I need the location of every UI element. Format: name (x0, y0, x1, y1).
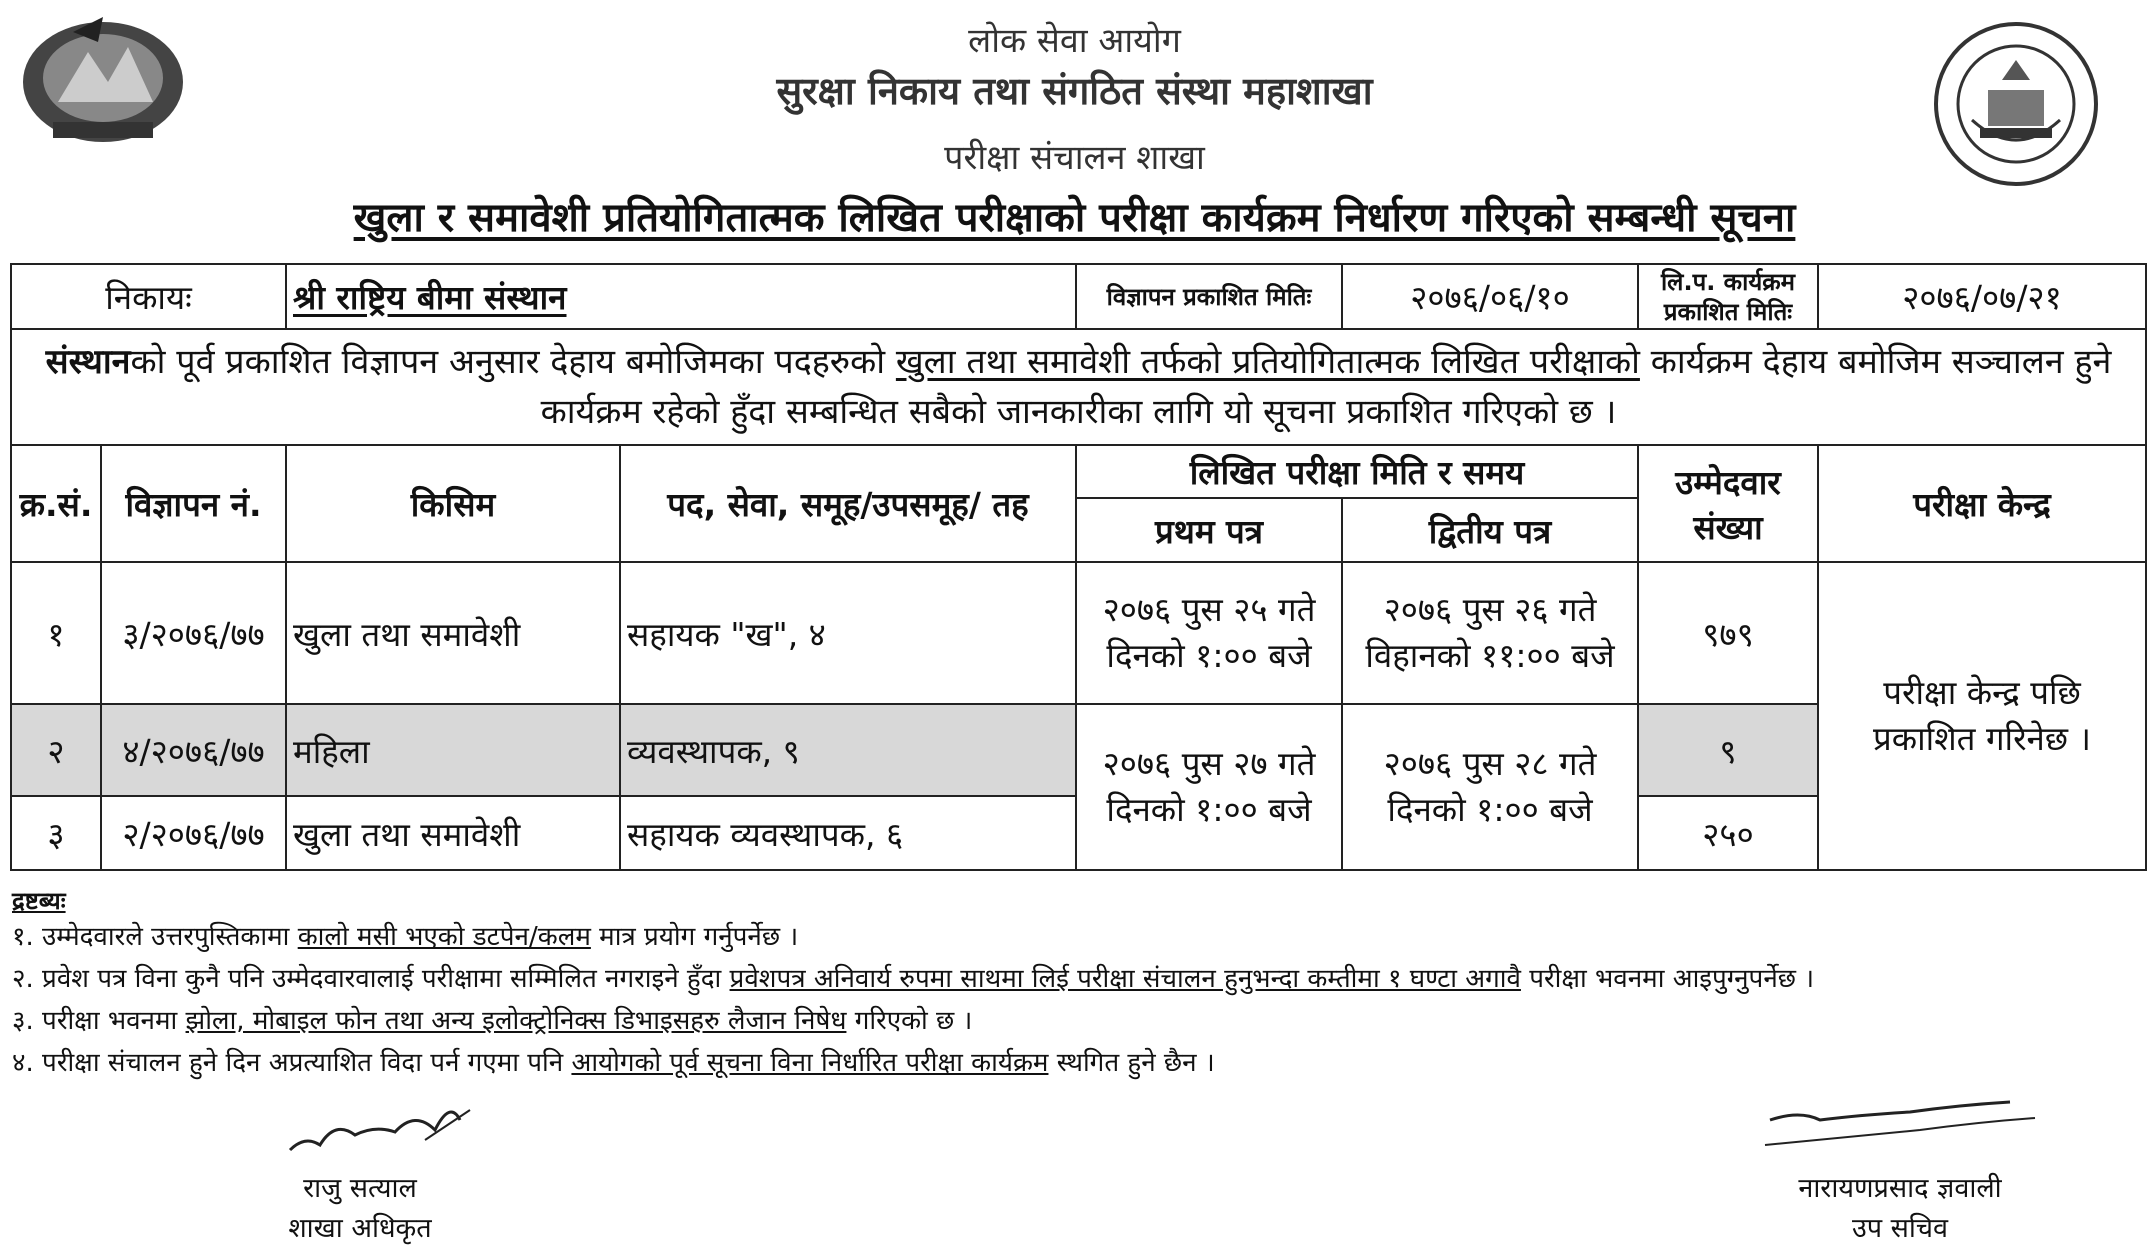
col-exam-datetime-header: लिखित परीक्षा मिति र समय (1076, 445, 1638, 498)
row-type: खुला तथा समावेशी (286, 562, 620, 704)
org-value: श्री राष्ट्रिय बीमा संस्थान (286, 264, 1076, 329)
right-signatory-title: उप सचिव (1851, 1213, 1949, 1244)
row-ad-no: ३/२०७६/७७ (101, 562, 286, 704)
left-signature-scribble (285, 1090, 475, 1160)
note-item: ४. परीक्षा संचालन हुने दिन अप्रत्याशित विदा पर्न गएमा पनि आयोगको पूर्व सूचना विना निर्धारित परीक्षा कार्यक्रम स्थगित हुने छैन । (12, 1048, 1215, 1078)
header-row-1 (11, 445, 2146, 498)
schedule-date-label: लि.प. कार्यक्रम प्रकाशित मितिः (1638, 264, 1818, 329)
commission-name: लोक सेवा आयोग (968, 21, 1181, 61)
row-ad-no: ४/२०७६/७७ (101, 704, 286, 796)
row-sn: २ (11, 704, 101, 796)
row-ad-no: २/२०७६/७७ (101, 796, 286, 870)
row-second-paper: २०७६ पुस २८ गते दिनको १:०० बजे (1342, 704, 1638, 870)
col-type-header: किसिम (286, 445, 620, 562)
row-sn: १ (11, 562, 101, 704)
row-sn: ३ (11, 796, 101, 870)
note-item: २. प्रवेश पत्र विना कुनै पनि उम्मेदवारवालाई परीक्षामा सम्मिलित नगराइने हुँदा प्रवेशपत्र अनिवार्य रुपमा साथमा लिई परीक्षा संचालन हुनुभन्दा कम्तीमा १ घण्टा अगावै परीक्षा भवनमा आइपुग्नुपर्नेछ । (12, 964, 1815, 994)
right-signatory-name: नारायणप्रसाद ज्ञवाली (1798, 1173, 2002, 1204)
row-first-paper: २०७६ पुस २७ गते दिनको १:०० बजे (1076, 704, 1342, 870)
intro-paragraph: संस्थानको पूर्व प्रकाशित विज्ञापन अनुसार देहाय बमोजिमका पदहरुको खुला तथा समावेशी तर्फको प्रतियोगितात्मक लिखित परीक्षाको कार्यक्रम देहाय बमोजिम सञ्चालन हुने कार्यक्रम रहेको हुँदा सम्बन्धित सबैको जानकारीका लागि यो सूचना प्रकाशित गरिएको छ । (11, 329, 2146, 445)
ad-date-value: २०७६/०६/१० (1342, 264, 1638, 329)
left-signatory-title: शाखा अधिकृत (288, 1213, 432, 1244)
col-candidates-header: उम्मेदवार संख्या (1638, 445, 1818, 562)
info-row (11, 264, 2146, 329)
notice-title: खुला र समावेशी प्रतियोगितात्मक लिखित परीक्षाको परीक्षा कार्यक्रम निर्धारण गरिएको सम्बन्धी सूचना (353, 195, 1796, 241)
row-post: व्यवस्थापक, ९ (620, 704, 1076, 796)
col-center-header: परीक्षा केन्द्र (1818, 445, 2146, 562)
org-label: निकायः (11, 264, 286, 329)
row-type: महिला (286, 704, 620, 796)
col-second-paper-header: द्वितीय पत्र (1342, 498, 1638, 562)
col-first-paper-header: प्रथम पत्र (1076, 498, 1342, 562)
col-sn-header: क्र.सं. (11, 445, 101, 562)
right-signature-scribble (1760, 1090, 2040, 1160)
row-first-paper: २०७६ पुस २५ गते दिनको १:०० बजे (1076, 562, 1342, 704)
exam-schedule-table (10, 263, 2147, 871)
col-post-header: पद, सेवा, समूह/उपसमूह/ तह (620, 445, 1076, 562)
row-candidates: २५० (1638, 796, 1818, 870)
division-name: सुरक्षा निकाय तथा संगठित संस्था महाशाखा (776, 69, 1373, 113)
row-type: खुला तथा समावेशी (286, 796, 620, 870)
note-item: ३. परीक्षा भवनमा झोला, मोबाइल फोन तथा अन्य इलोक्ट्रोनिक्स डिभाइसहरु लैजान निषेध गरिएको छ । (12, 1006, 973, 1036)
ad-date-label: विज्ञापन प्रकाशित मितिः (1076, 264, 1342, 329)
exam-center-cell: परीक्षा केन्द्र पछि प्रकाशित गरिनेछ । (1818, 562, 2146, 870)
notes-heading: द्रष्टब्यः (12, 887, 66, 915)
row-second-paper: २०७६ पुस २६ गते विहानको ११:०० बजे (1342, 562, 1638, 704)
note-item: १. उम्मेदवारले उत्तरपुस्तिकामा कालो मसी भएको डटपेन/कलम मात्र प्रयोग गर्नुपर्नेछ । (12, 922, 799, 952)
row-post: सहायक "ख", ४ (620, 562, 1076, 704)
table-row (11, 562, 2146, 704)
col-adno-header: विज्ञापन नं. (101, 445, 286, 562)
left-signatory-name: राजु सत्याल (303, 1173, 417, 1204)
row-candidates: ९ (1638, 704, 1818, 796)
schedule-date-value: २०७६/०७/२१ (1818, 264, 2146, 329)
row-candidates: ९७९ (1638, 562, 1818, 704)
intro-row (11, 329, 2146, 445)
section-name: परीक्षा संचालन शाखा (944, 138, 1205, 178)
notes-section (12, 880, 1814, 1084)
row-post: सहायक व्यवस्थापक, ६ (620, 796, 1076, 870)
